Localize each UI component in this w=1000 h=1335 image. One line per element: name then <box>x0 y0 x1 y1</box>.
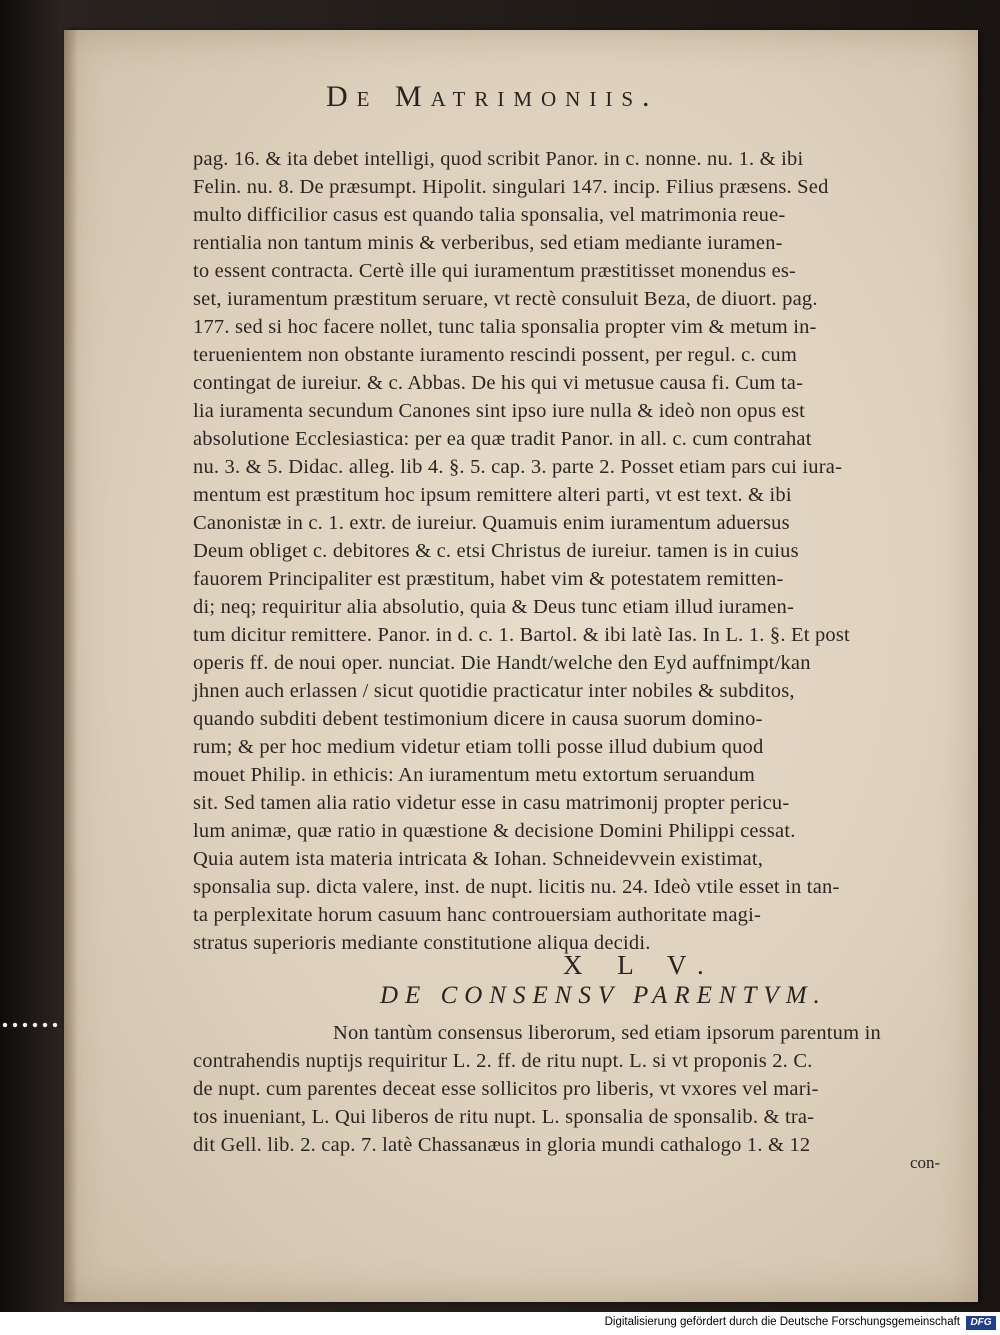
text-line: Felin. nu. 8. De præsumpt. Hipolit. singulari 147. incip. Filius præsens. Sed <box>193 176 829 198</box>
text-line: set, iuramentum præstitum seruare, vt rectè consuluit Beza, de diuort. pag. <box>193 288 818 310</box>
dfg-logo-icon: DFG <box>966 1316 996 1330</box>
text-line: stratus superioris mediante constitutione aliqua decidi. <box>193 932 651 954</box>
section-number: X L V. <box>563 950 718 980</box>
text-line: fauorem Principaliter est præstitum, habet vim & potestatem remitten- <box>193 568 784 590</box>
section-title: DE CONSENSV PARENTVM. <box>380 982 827 1009</box>
text-line: jhnen auch erlassen / sicut quotidie practicatur inter nobiles & subditos, <box>193 680 795 702</box>
text-line: lia iuramenta secundum Canones sint ipso iure nulla & ideò non opus est <box>193 400 806 422</box>
section-text-line: contrahendis nuptijs requiritur L. 2. ff. de ritu nupt. L. si vt proponis 2. C. <box>193 1050 813 1072</box>
text-line: quando subditi debent testimonium dicere in causa suorum domino- <box>193 708 763 730</box>
text-line: mouet Philip. in ethicis: An iuramentum metu extortum seruandum <box>193 764 756 786</box>
text-line: multo difficilior casus est quando talia sponsalia, vel matrimonia reue- <box>193 204 786 226</box>
text-line: to essent contracta. Certè ille qui iuramentum præstitisset monendus es- <box>193 260 797 282</box>
text-line: di; neq; requiritur alia absolutio, quia & Deus tunc etiam illud iuramen- <box>193 596 794 618</box>
text-line: rentialia non tantum minis & verberibus, sed etiam mediante iuramen- <box>193 232 783 254</box>
text-line: teruenientem non obstante iuramento rescindi possent, per regul. c. cum <box>193 344 797 366</box>
text-line: sponsalia sup. dicta valere, inst. de nupt. licitis nu. 24. Ideò vtile esset in tan- <box>193 876 840 898</box>
text-line: 177. sed si hoc facere nollet, tunc talia sponsalia propter vim & metum in- <box>193 316 817 338</box>
text-line: absolutione Ecclesiastica: per ea quæ tradit Panor. in all. c. cum contrahat <box>193 428 812 450</box>
text-line: contingat de iureiur. & c. Abbas. De his qui vi metusue causa fi. Cum ta- <box>193 372 804 394</box>
text-line: Canonistæ in c. 1. extr. de iureiur. Quamuis enim iuramentum aduersus <box>193 512 790 534</box>
text-line: tum dicitur remittere. Panor. in d. c. 1. Bartol. & ibi latè Ias. In L. 1. §. Et post <box>193 624 850 646</box>
text-line: lum animæ, quæ ratio in quæstione & decisione Domini Philippi cessat. <box>193 820 796 842</box>
digitization-footer <box>0 1312 1000 1335</box>
text-line: rum; & per hoc medium videtur etiam tolli posse illud dubium quod <box>193 736 764 758</box>
section-text-line: dit Gell. lib. 2. cap. 7. latè Chassanæus in gloria mundi cathalogo 1. & 12 <box>193 1134 811 1156</box>
text-line: ta perplexitate horum casuum hanc controuersiam authoritate magi- <box>193 904 762 926</box>
text-line: Deum obliget c. debitores & c. etsi Christus de iureiur. tamen is in cuius <box>193 540 799 562</box>
digitization-note: Digitalisierung gefördert durch die Deutsche Forschungsgemeinschaft <box>604 1316 960 1328</box>
text-line: nu. 3. & 5. Didac. alleg. lib 4. §. 5. cap. 3. parte 2. Posset etiam pars cui iura- <box>193 456 843 478</box>
section-text-line: de nupt. cum parentes deceat esse sollicitos pro liberis, vt vxores vel mari- <box>193 1078 819 1100</box>
text-line: operis ff. de noui oper. nunciat. Die Handt/welche den Eyd auffnimpt/kan <box>193 652 811 674</box>
section-text-line: Non tantùm consensus liberorum, sed etiam ipsorum parentum in <box>333 1022 881 1044</box>
text-line: sit. Sed tamen alia ratio videtur esse in casu matrimonij propter pericu- <box>193 792 790 814</box>
text-line: Quia autem ista materia intricata & Iohan. Schneidevvein existimat, <box>193 848 764 870</box>
text-line: pag. 16. & ita debet intelligi, quod scribit Panor. in c. nonne. nu. 1. & ibi <box>193 148 804 170</box>
text-line: mentum est præstitum hoc ipsum remittere alteri parti, vt est text. & ibi <box>193 484 792 506</box>
page-gutter-shadow <box>64 30 78 1302</box>
section-text-line: tos inueniant, L. Qui liberos de ritu nupt. L. sponsalia de sponsalib. & tra- <box>193 1106 815 1128</box>
catchword: con- <box>910 1153 941 1172</box>
scan-edge-dots <box>0 1021 60 1029</box>
running-head: De Matrimoniis. <box>326 80 659 113</box>
